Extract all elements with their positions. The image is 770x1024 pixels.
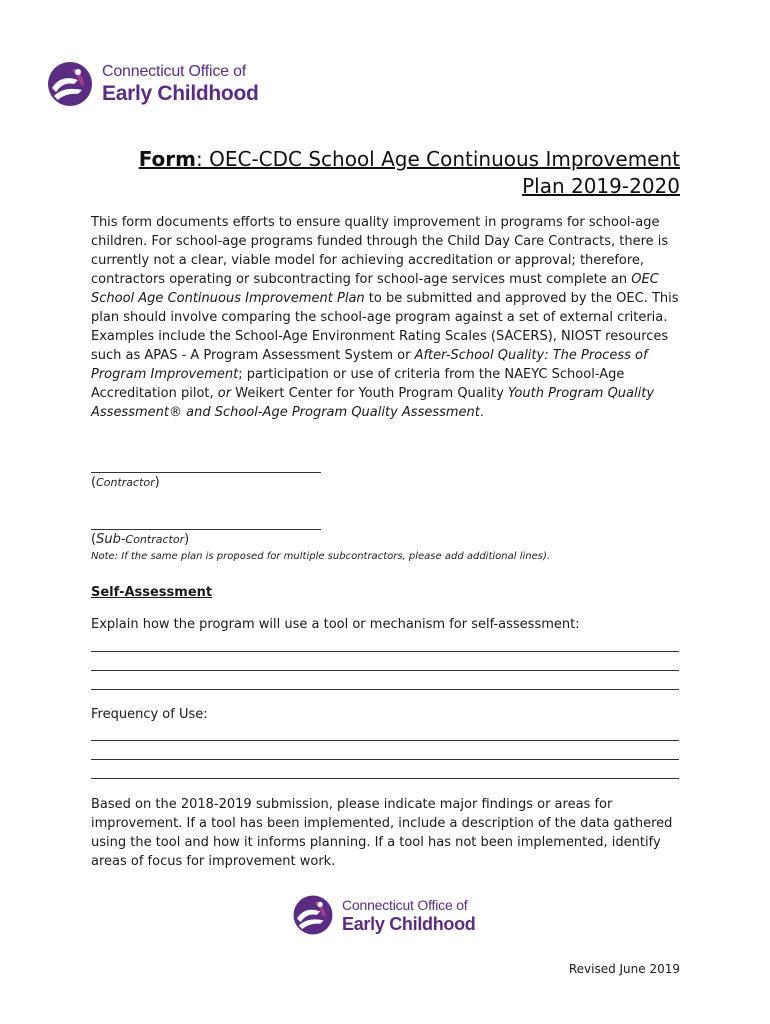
self-assessment-heading: Self-Assessment (91, 585, 213, 600)
frequency-line-3[interactable] (91, 778, 679, 779)
self-assessment-line-3[interactable] (91, 689, 679, 690)
logo-line1: Connecticut Office of (102, 63, 247, 80)
page-title (120, 146, 680, 200)
title-line2: Plan 2019-2020 (522, 174, 680, 198)
logo-line2: Early Childhood (102, 82, 259, 105)
self-assessment-line-2[interactable] (91, 670, 679, 671)
frequency-line-2[interactable] (91, 759, 679, 760)
intro-paragraph: This form documents efforts to ensure quality improvement in programs for school-age children. For school-age programs funded through the Child Day Care Contracts, there is currently not a clear, viable model for achieving accreditation or approval; therefore, contractors operating or subcontracting for school-age services must complete an OEC School Age Continuous Improvement Plan to be submitted and approved by the OEC. This plan should involve comparing the school-age program against a set of external criteria. Examples include the School-Age Environment Rating Scales (SACERS), NIOST resources such as APAS - A Program Assessment System or After-School Quality: The Process of Program Improvement; participation or use of criteria from the NAEYC School-Age Accreditation pilot, or Weikert Center for Youth Program Quality Youth Program Quality Assessment® and School-Age Program Quality Assessment. (91, 215, 679, 420)
hands-logo-icon (44, 58, 96, 110)
subcontractor-caption: (Sub-Contractor) (91, 532, 190, 547)
self-assessment-prompt: Explain how the program will use a tool or mechanism for self-assessment: (91, 617, 580, 632)
contractor-caption: (Contractor) (91, 475, 160, 490)
title-line1: : OEC-CDC School Age Continuous Improvement (196, 147, 680, 171)
contractor-line[interactable] (91, 472, 321, 473)
subcontractor-line[interactable] (91, 529, 321, 530)
hands-logo-icon (290, 892, 336, 938)
oec-logo-top (44, 58, 259, 110)
findings-prompt: Based on the 2018-2019 submission, please indicate major findings or areas for improvement. If a tool has been implemented, include a description of the data gathered using the tool and how it informs planning. If a tool has not been implemented, identify areas of focus for improvement work. (91, 797, 673, 869)
oec-logo-bottom (290, 892, 476, 938)
logo-line2: Early Childhood (342, 913, 476, 934)
frequency-line-1[interactable] (91, 740, 679, 741)
logo-line1: Connecticut Office of (342, 896, 468, 913)
subcontractor-note: Note: If the same plan is proposed for multiple subcontractors, please add additional lines). (91, 551, 551, 562)
self-assessment-line-1[interactable] (91, 651, 679, 652)
title-form-word: Form (138, 147, 196, 171)
frequency-prompt: Frequency of Use: (91, 707, 208, 722)
revised-date: Revised June 2019 (568, 962, 680, 976)
